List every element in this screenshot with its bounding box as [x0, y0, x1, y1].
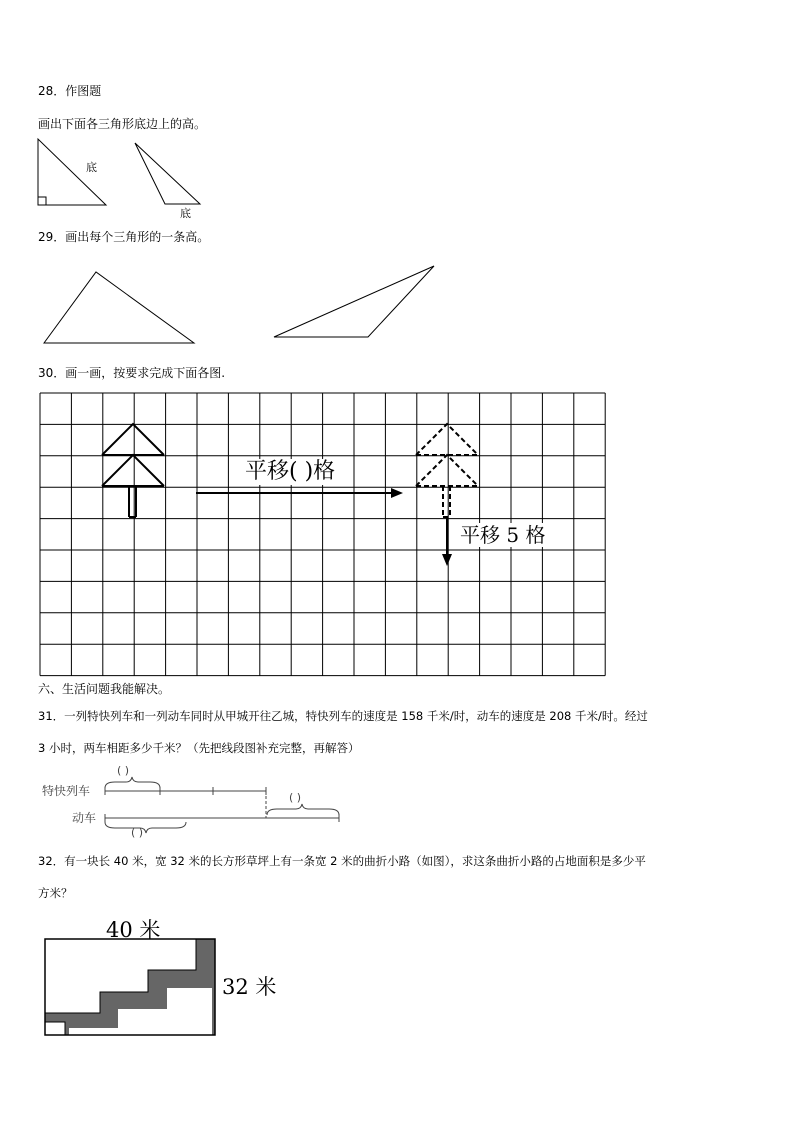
section6-title: 六、生活问题我能解决。: [38, 682, 171, 696]
q31-line2: 3 小时，两车相距多少千米？（先把线段图补充完整，再解答）: [38, 741, 360, 755]
q32-line2: 方米？: [38, 886, 73, 900]
q28-base-label-2: 底: [180, 207, 191, 220]
q29-title: 29．画出每个三角形的一条高。: [38, 230, 210, 244]
translate-down-label: 平移 5 格: [460, 523, 546, 547]
label-width: 32 米: [222, 975, 277, 999]
blank-top: ( ): [117, 764, 130, 777]
q32-line1: 32．有一块长 40 米，宽 32 米的长方形草坪上有一条宽 2 米的曲折小路（如图），求这条曲折小路的占地面积是多少平: [38, 854, 646, 868]
label-express-train: 特快列车: [42, 784, 91, 798]
blank-bottom: ( ): [131, 826, 144, 839]
q30-title: 30．画一画，按要求完成下面各图.: [38, 366, 226, 380]
q28-title: 28．作图题: [38, 84, 102, 98]
q28-base-label-1: 底: [86, 161, 97, 174]
q31-line1: 31．一列特快列车和一列动车同时从甲城开往乙城，特快列车的速度是 158 千米/时，动车的速度是 208 千米/时。经过: [38, 709, 648, 723]
translate-label: 平移( )格: [245, 459, 336, 484]
label-bullet-train: 动车: [72, 811, 97, 825]
blank-right: ( ): [289, 791, 302, 804]
q28-instruction: 画出下面各三角形底边上的高。: [38, 117, 207, 131]
label-length: 40 米: [106, 918, 161, 942]
